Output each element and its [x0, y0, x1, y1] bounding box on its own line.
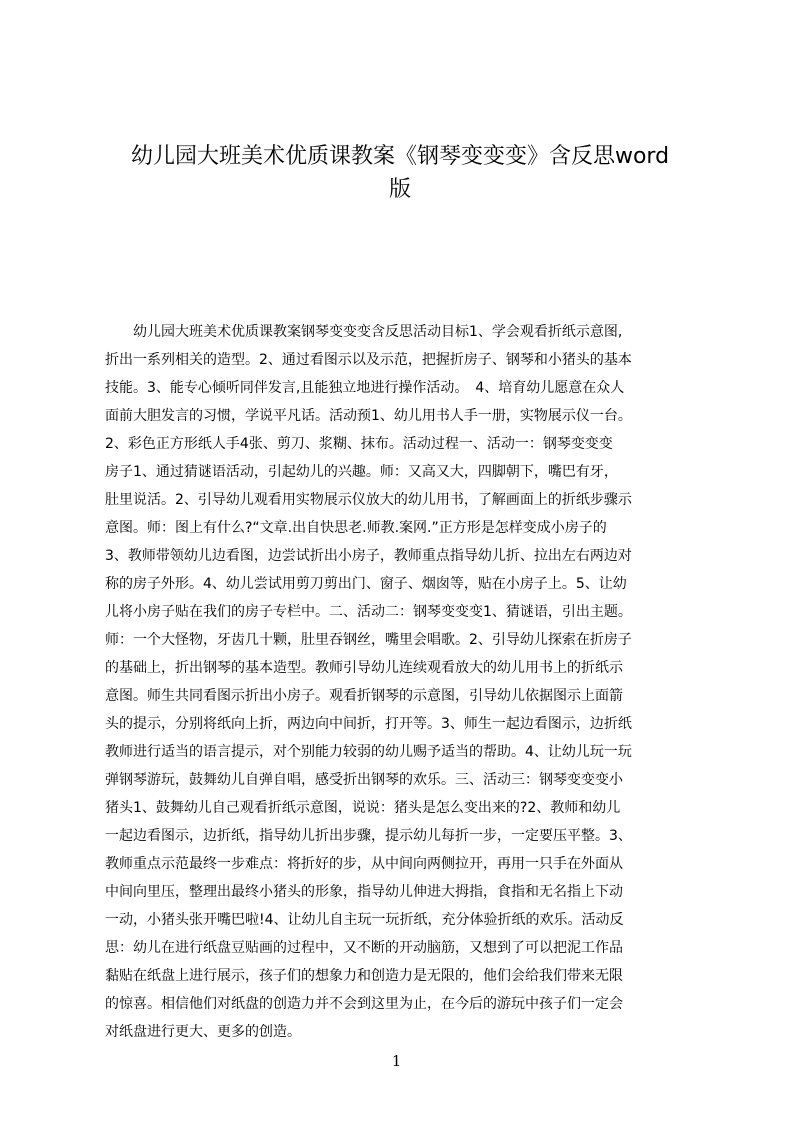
body-line: 对纸盘进行更大、更多的创造。 [105, 1024, 301, 1040]
body-line: 师：一个大怪物，牙齿几十颗，肚里吞钢丝，嘴里会唱歌。2、引导幼儿探索在折房子 [105, 632, 632, 648]
document-body [105, 318, 699, 1046]
document-title [100, 140, 700, 206]
body-line: 思：幼儿在进行纸盘豆贴画的过程中，又不断的开动脑筋，又想到了可以把泥工作品 [105, 940, 623, 956]
body-line: 面前大胆发言的习惯，学说平凡话。活动预1、幼儿用书人手一册，实物展示仪一台。 [105, 408, 632, 424]
body-line: 折出一系列相关的造型。2、通过看图示以及示范，把握折房子、钢琴和小猪头的基本 [105, 352, 632, 368]
body-line: 肚里说活。2、引导幼儿观看用实物展示仪放大的幼儿用书，了解画面上的折纸步骤示 [105, 492, 632, 508]
body-line: 3、教师带领幼儿边看图，边尝试折出小房子，教师重点指导幼儿折、拉出左右两边对 [105, 548, 632, 564]
body-line: 中间向里压，整理出最终小猪头的形象，指导幼儿伸进大拇指，食指和无名指上下动 [105, 884, 623, 900]
body-line: 黏贴在纸盘上进行展示，孩子们的想象力和创造力是无限的，他们会给我们带来无限 [105, 968, 623, 984]
page-number: 1 [391, 1052, 402, 1070]
title-line-1: 幼儿园大班美术优质课教案《钢琴变变变》含反思word [130, 144, 670, 169]
body-line: 意图。师生共同看图示折出小房子。观看折钢琴的示意图，引导幼儿依据图示上面箭 [105, 688, 623, 704]
body-line: 房子1、通过猜谜语活动，引起幼儿的兴趣。师：又高又大，四脚朝下，嘴巴有牙， [105, 464, 618, 480]
body-line: 教师重点示范最终一步难点：将折好的步，从中间向两侧拉开，再用一只手在外面从 [105, 856, 623, 872]
body-line: 教师进行适当的语言提示，对个别能力较弱的幼儿赐予适当的帮助。4、让幼儿玩一玩 [105, 744, 632, 760]
body-line: 称的房子外形。4、幼儿尝试用剪刀剪出门、窗子、烟囱等，贴在小房子上。5、让幼 [105, 576, 627, 592]
body-line: 意图。师：图上有什么?“文章.出自快思老.师教.案网.”正方形是怎样变成小房子的 [105, 520, 607, 536]
body-line: 的基础上，折出钢琴的基本造型。教师引导幼儿连续观看放大的幼儿用书上的折纸示 [105, 660, 623, 676]
body-line: 一动，小猪头张开嘴巴啦!4、让幼儿自主玩一玩折纸，充分体验折纸的欢乐。活动反 [105, 912, 624, 928]
body-line: 2、彩色正方形纸人手4张、剪刀、浆糊、抹布。活动过程一、活动一：钢琴变变变 [105, 436, 613, 452]
body-line: 弹钢琴游玩，鼓舞幼儿自弹自唱，感受折出钢琴的欢乐。三、活动三：钢琴变变变小 [105, 772, 623, 788]
body-line: 儿将小房子贴在我们的房子专栏中。二、活动二：钢琴变变变1、猜谜语，引出主题。 [105, 604, 632, 620]
body-line: 一起边看图示，边折纸，指导幼儿折出步骤，提示幼儿每折一步，一定要压平整。3、 [105, 828, 632, 844]
body-line: 技能。3、能专心倾听同伴发言,且能独立地进行操作活动。 4、培育幼儿愿意在众人 [105, 380, 625, 396]
body-line: 头的提示，分别将纸向上折，两边向中间折，打开等。3、师生一起边看图示，边折纸 [105, 716, 632, 732]
title-line-2: 版 [388, 177, 411, 202]
body-line: 的惊喜。相信他们对纸盘的创造力并不会到这里为止，在今后的游玩中孩子们一定会 [105, 996, 623, 1012]
body-line: 猪头1、鼓舞幼儿自己观看折纸示意图，说说：猪头是怎么变出来的?2、教师和幼儿 [105, 800, 621, 816]
body-line: 幼儿园大班美术优质课教案钢琴变变变含反思活动目标1、学会观看折纸示意图, [105, 324, 623, 340]
